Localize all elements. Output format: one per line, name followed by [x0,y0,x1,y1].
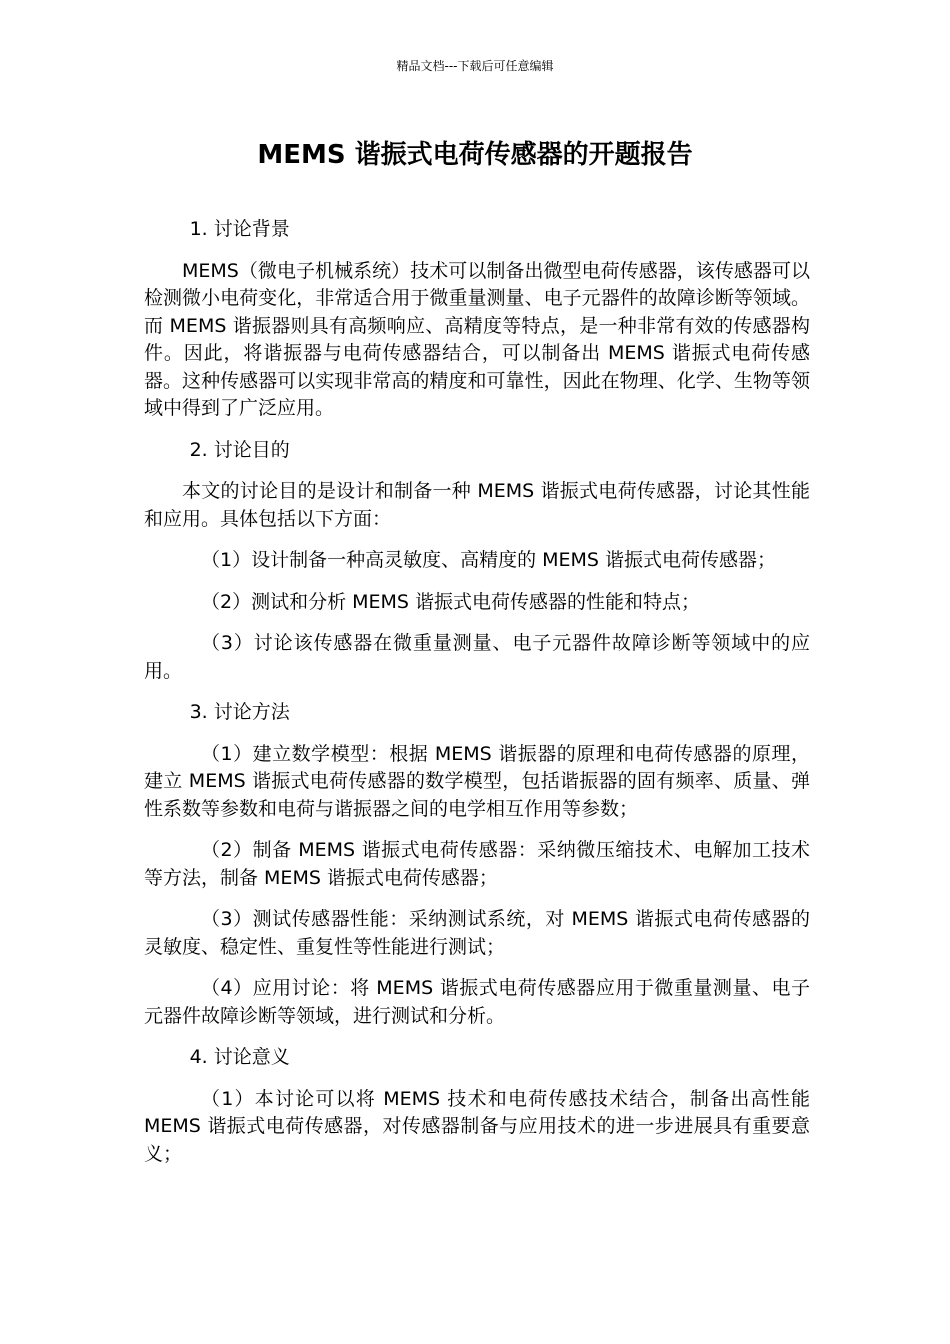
section-heading-method: 3. 讨论方法 [189,701,290,723]
section-heading-significance: 4. 讨论意义 [189,1046,290,1068]
purpose-item-1: （1）设计制备一种高灵敏度、高精度的 MEMS 谐振式电荷传感器； [201,549,777,571]
significance-item-1: （1）本讨论可以将 MEMS 技术和电荷传感技术结合，制备出高性能 MEMS 谐振式电荷传感器，对传感器制备与应用技术的进一步进展具有重要意义； [144,1087,810,1165]
method-item-3: （3）测试传感器性能：采纳测试系统，对 MEMS 谐振式电荷传感器的灵敏度、稳定性、重复性等性能进行测试； [144,908,810,958]
header-note: 精品文档---下载后可任意编辑 [396,59,554,73]
page-title: MEMS 谐振式电荷传感器的开题报告 [257,140,693,170]
section-heading-background: 1. 讨论背景 [189,218,290,240]
purpose-item-2: （2）测试和分析 MEMS 谐振式电荷传感器的性能和特点； [201,590,701,613]
method-item-2: （2）制备 MEMS 谐振式电荷传感器：采纳微压缩技术、电解加工技术等方法，制备 MEMS 谐振式电荷传感器； [144,839,810,889]
section-heading-purpose: 2. 讨论目的 [189,438,290,461]
purpose-item-3: （3）讨论该传感器在微重量测量、电子元器件故障诊断等领域中的应用。 [144,632,810,682]
document-body [144,216,810,1182]
method-item-1: （1）建立数学模型：根据 MEMS 谐振器的原理和电荷传感器的原理，建立 MEMS 谐振式电荷传感器的数学模型，包括谐振器的固有频率、质量、弹性系数等参数和电荷与谐振器之间的电学相互作用等参数； [144,742,810,820]
method-item-4: （4）应用讨论：将 MEMS 谐振式电荷传感器应用于微重量测量、电子元器件故障诊断等领域，进行测试和分析。 [144,977,810,1027]
background-paragraph: MEMS（微电子机械系统）技术可以制备出微型电荷传感器，该传感器可以检测微小电荷变化，非常适合用于微重量测量、电子元器件的故障诊断等领域。而 MEMS 谐振器则具有高频响应、高精度等特点，是一种非常有效的传感器构件。因此，将谐振器与电荷传感器结合，可以制备出 MEMS 谐振式电荷传感器。这种传感器可以实现非常高的精度和可靠性，因此在物理、化学、生物等领域中得到了广泛应用。 [144,259,810,419]
purpose-paragraph: 本文的讨论目的是设计和制备一种 MEMS 谐振式电荷传感器，讨论其性能和应用。具体包括以下方面： [144,480,810,530]
